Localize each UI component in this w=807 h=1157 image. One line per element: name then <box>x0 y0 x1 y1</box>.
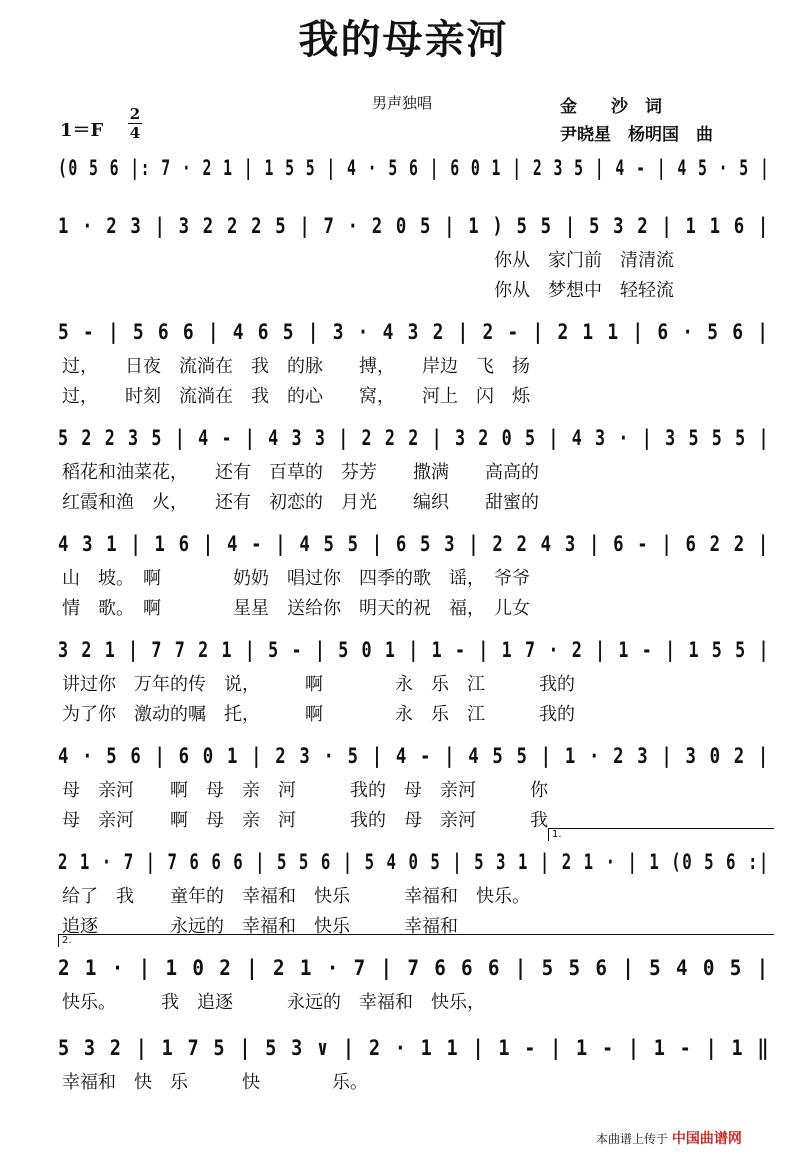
notation-text: (0 5 6 |: 7 · 2 1 | 1 5 5 | 4 · 5 6 | 6 0 1 | 2 3 5 | 4 - | 4 5 · 5 | <box>58 156 771 180</box>
notation-line <box>58 524 770 564</box>
notation-text: 5 3 2 | 1 7 5 | 5 3 ∨ | 2 · 1 1 | 1 - | 1 - | 1 - | 1 ‖ <box>58 1036 771 1060</box>
lyric-line: 为了你 激动的嘱 托， 啊 永 乐 江 我的 <box>62 704 575 725</box>
notation-text: 5 2 2 3 5 | 4 - | 4 3 3 | 2 2 2 | 3 2 0 5 | 4 3 · | 3 5 5 5 | <box>58 426 771 450</box>
music-system <box>58 1028 770 1124</box>
music-system <box>58 935 771 1028</box>
lyric-line: 你从 家门前 清清流 <box>62 250 674 271</box>
time-signature <box>128 106 142 141</box>
music-system <box>58 312 770 418</box>
music-system <box>58 630 770 736</box>
notation-text: 4 · 5 6 | 6 0 1 | 2 3 · 5 | 4 - | 4 5 5 | 1 · 2 3 | 3 0 2 | <box>58 744 770 768</box>
footer <box>596 1128 742 1148</box>
music-system <box>58 829 770 948</box>
score <box>58 148 770 1124</box>
lyric-line: 给了 我 童年的 幸福和 快乐 幸福和 快乐。 <box>62 886 530 907</box>
credits <box>560 92 713 148</box>
lyric-line: 你从 梦想中 轻轻流 <box>62 280 674 301</box>
notation-line <box>58 829 770 882</box>
volta-bracket: 2. <box>58 934 774 947</box>
footer-text: 本曲谱上传于 <box>596 1132 669 1146</box>
notation-text: 2 1 · 7 | 7 6 6 6 | 5 5 6 | 5 4 0 5 | 5 3 1 | 2 1 · | 1 (0 5 6 :| <box>58 850 770 874</box>
music-system <box>58 736 770 842</box>
volta-bracket: 1. <box>548 828 774 841</box>
site-logo: 中国曲谱网 <box>671 1131 742 1147</box>
notation-line <box>58 1028 770 1068</box>
notation-line <box>58 312 770 352</box>
lyric-line: 红霞和渔 火， 还有 初恋的 月光 编织 甜蜜的 <box>62 492 539 513</box>
music-system <box>58 206 770 312</box>
time-top: 2 <box>129 105 141 123</box>
notation-line <box>58 148 770 188</box>
time-bottom: 4 <box>129 124 141 142</box>
lyric-line: 追逐 永远的 幸福和 快乐 幸福和 <box>62 916 458 937</box>
lyric-line: 稻花和油菜花， 还有 百草的 芬芳 撒满 高高的 <box>62 462 539 483</box>
lyric-line: 快乐。 我 追逐 永远的 幸福和 快乐， <box>62 992 485 1013</box>
notation-line <box>58 630 770 670</box>
lyric-line: 山 坡。 啊 奶奶 唱过你 四季的歌 谣， 爷爷 <box>62 568 530 589</box>
notation-line <box>58 206 770 246</box>
notation-line <box>58 418 770 458</box>
key-signature: 1＝F <box>60 120 104 141</box>
music-system <box>58 418 770 524</box>
lyric-line: 情 歌。 啊 星星 送给你 明天的祝 福， 儿女 <box>62 598 530 619</box>
notation-text: 2 1 · | 1 0 2 | 2 1 · 7 | 7 6 6 6 | 5 5 6 | 5 4 0 5 | <box>58 956 771 980</box>
lyric-line: 幸福和 快 乐 快 乐。 <box>62 1072 368 1093</box>
lyricist: 金 沙 词 <box>560 97 662 117</box>
lyric-line: 过， 时刻 流淌在 我 的心 窝， 河上 闪 烁 <box>62 386 530 407</box>
notation-line <box>58 736 770 776</box>
notation-line <box>58 935 771 988</box>
notation-text: 3 2 1 | 7 7 2 1 | 5 - | 5 0 1 | 1 - | 1 7 · 2 | 1 - | 1 5 5 | <box>58 638 771 662</box>
lyric-line: 讲过你 万年的传 说， 啊 永 乐 江 我的 <box>62 674 575 695</box>
music-system <box>58 524 770 630</box>
lyric-line: 过， 日夜 流淌在 我 的脉 搏， 岸边 飞 扬 <box>62 356 530 377</box>
notation-text: 5 - | 5 6 6 | 4 6 5 | 3 · 4 3 2 | 2 - | 2 1 1 | 6 · 5 6 | <box>58 320 770 344</box>
notation-text: 4 3 1 | 1 6 | 4 - | 4 5 5 | 6 5 3 | 2 2 4 3 | 6 - | 6 2 2 | <box>58 532 770 556</box>
song-title: 我的母亲河 <box>298 16 509 63</box>
notation-text: 1 · 2 3 | 3 2 2 2 5 | 7 · 2 0 5 | 1 ) 5 5 | 5 3 2 | 1 1 6 | <box>58 214 770 238</box>
lyric-line: 母 亲河 啊 母 亲 河 我的 母 亲河 你 <box>62 780 548 801</box>
composer: 尹晓星 杨明国 曲 <box>560 125 713 145</box>
lyric-line: 母 亲河 啊 母 亲 河 我的 母 亲河 我 <box>62 810 548 831</box>
performance-type: 男声独唱 <box>372 94 433 112</box>
music-system <box>58 148 770 206</box>
